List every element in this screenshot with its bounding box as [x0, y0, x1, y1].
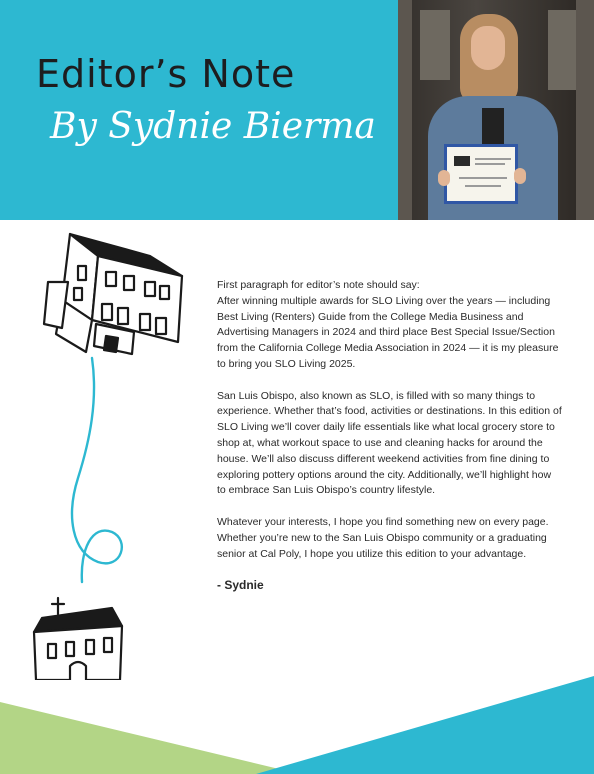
paragraph-3: Whatever your interests, I hope you find something new on every page. Whether you’re new to the San Luis Obispo community or a graduating senior at Cal Poly, I hope you utilize this edition to your advantage. — [217, 515, 549, 560]
paragraph-1-heading: First paragraph for editor’s note should say: — [217, 279, 420, 291]
award-certificate — [444, 144, 518, 204]
paragraph-1 — [217, 278, 562, 373]
paragraph-2: San Luis Obispo, also known as SLO, is filled with so many things to experience. Whether that’s food, activities or destinations. In this edition of SLO Living we’ll cover daily life essentials like what local grocery store to shop at, what workout space to use and cleaning hacks for around the house. We’ll also discuss different weekend activities from fine dining to exploring pottery options around the city. Additionally, we’ll highlight how to embrace San Luis Obispo’s country lifestyle. — [217, 389, 562, 497]
footer-green-shape — [0, 702, 300, 774]
editor-photo — [398, 0, 594, 220]
paragraph-1-body: After winning multiple awards for SLO Living over the years — including Best Living (Renters) Guide from the College Media Business and Advertising Managers in 2024 and third place Best Special Issue/Section from the California College Media Association in 2024 — it is my pleasure to bring you SLO Living 2025. — [217, 294, 559, 370]
page-title: Editor’s Note — [36, 52, 296, 96]
illustrations — [0, 220, 215, 680]
footer-teal-shape — [256, 676, 594, 774]
house-building-icon — [44, 234, 182, 354]
author-byline: By Sydnie Bierma — [50, 106, 376, 147]
church-building-icon — [34, 598, 122, 680]
editor-note-body — [217, 278, 562, 610]
dashed-loop-path — [72, 358, 122, 582]
signature: - Sydnie — [217, 578, 264, 593]
